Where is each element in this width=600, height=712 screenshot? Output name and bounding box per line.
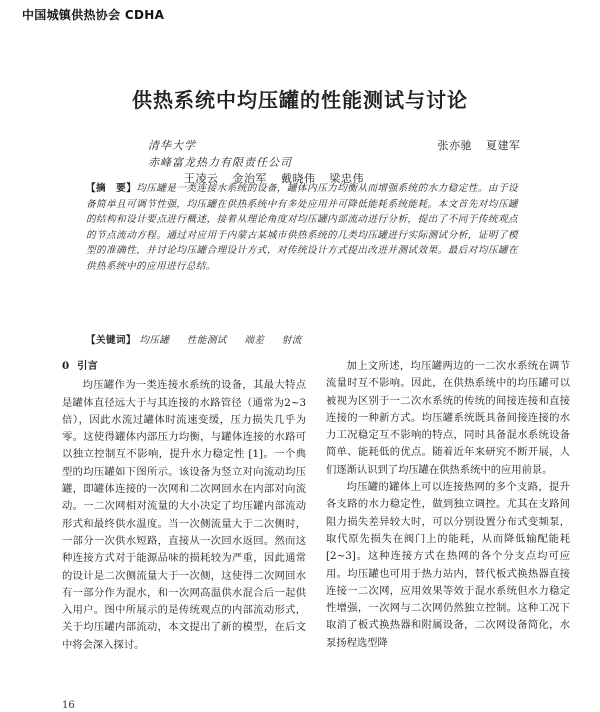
keyword: 射流 — [281, 335, 302, 346]
keyword: 端差 — [244, 335, 265, 346]
author-name: 夏建军 — [486, 139, 521, 152]
abstract-text: 均压罐是一类连接水系统的设备，罐体内压力均衡从而增强系统的水力稳定性。由于设备简单且可调节性强，均压罐在供热系统中有多处应用并可降低能耗系统能耗。本文首先对均压罐的结构和设计要点进行概述，接着从理论角度对均压罐内部流动进行分析，提出了不同于传统观点的节点流动方程。通过对应用于内蒙古某城市供热系统的几类均压罐进行实际测试分析，证明了模型的准确性，并讨论均压罐合理设计方式，对传统设计方式提出改进并测试效果。最后对均压罐在供热系统中的应用进行总结。 — [86, 183, 519, 272]
author-name: 金治军 — [232, 172, 267, 185]
author-name: 戴晓伟 — [281, 172, 316, 185]
author-name: 王凌云 — [184, 172, 219, 185]
section-heading — [62, 358, 306, 375]
author-name: 张亦驰 — [437, 139, 472, 152]
abstract — [86, 181, 518, 274]
left-column — [62, 358, 306, 654]
paper-title: 供热系统中均压罐的性能测试与讨论 — [132, 88, 468, 112]
keywords-label: 【关键词】 — [86, 335, 136, 346]
journal-header: 中国城镇供热协会 CDHA — [22, 8, 165, 22]
page-number: 16 — [62, 700, 75, 711]
affiliation-org: 清华大学 — [148, 139, 196, 152]
keyword: 性能测试 — [186, 335, 227, 346]
paragraph: 均压罐的罐体上可以连接热网的多个支路，提升各支路的水力稳定性，做到独立调控。尤其在支路间阻力损失差异较大时，可以分别设置分布式变频泵，取代原先损失在阀门上的能耗，从而降低输配能耗 [2~3]。这种连接方式在热网的各个分支点均可应用。均压罐也可用于热力站内，替代板式换热器直接连接一二次网，应用效果等效于混水系统但水力稳定性增强，一次网与二次网仍然独立控制。这种工况下取消了板式换热器和附属设备，二次网设备简化，水泵扬程选型降 — [326, 481, 570, 649]
author-name: 梁忠伟 — [329, 172, 364, 185]
section-number: 0 — [62, 360, 70, 372]
author-names — [438, 137, 531, 153]
paragraph: 加上文所述，均压罐两边的一二次水系统在调节流量时互不影响。因此，在供热系统中的均压罐可以被视为区别于一二次水系统的传统的间接连接和直接连接的一种新方式。均压罐系统既具备间接连接的水力工况稳定互不影响的特点，同时具备混水系统设备简单、能耗低的优点。随着近年来研究不断开展，人们逐渐认识到了均压罐在供热系统中的应用前景。 — [326, 360, 570, 476]
keywords — [86, 332, 316, 346]
keyword: 均压罐 — [139, 335, 170, 346]
affiliation-org: 赤峰富龙热力有限责任公司 — [148, 156, 292, 169]
affiliation-1 — [148, 137, 531, 153]
paragraph: 均压罐作为一类连接水系统的设备，其最大特点是罐体直径远大于与其连接的水路管径（通常为2~3倍），因此水流过罐体时流速变缓，压力损失几乎为零。这使得罐体内部压力均衡，与罐体连接的水路可以独立控制互不影响，提升水力稳定性 [1]。一个典型的均压罐如下图所示。该设备为竖立对向流动均压罐，即罐体连接的一次网和二次网回水在内部对向流动。一二次网相对流量的大小决定了均压罐内部流动形式和最终供水温度。当一次侧流量大于二次侧时，一部分一次供水短路，直接从一次回水返回。然而这种连接方式对于能源品味的损耗较为严重，因此通常的设计是二次侧流量大于一次侧，这使得二次网回水有一部分作为混水，和一次网高温供水混合后一起供入用户。图中所展示的是传统观点的内部流动形式，关于均压罐内部流动，本文提出了新的模型，在后文中将会深入探讨。 — [62, 379, 306, 651]
section-title: 引言 — [77, 360, 98, 372]
abstract-label: 【摘 要】 — [86, 183, 137, 194]
right-column — [326, 358, 570, 652]
